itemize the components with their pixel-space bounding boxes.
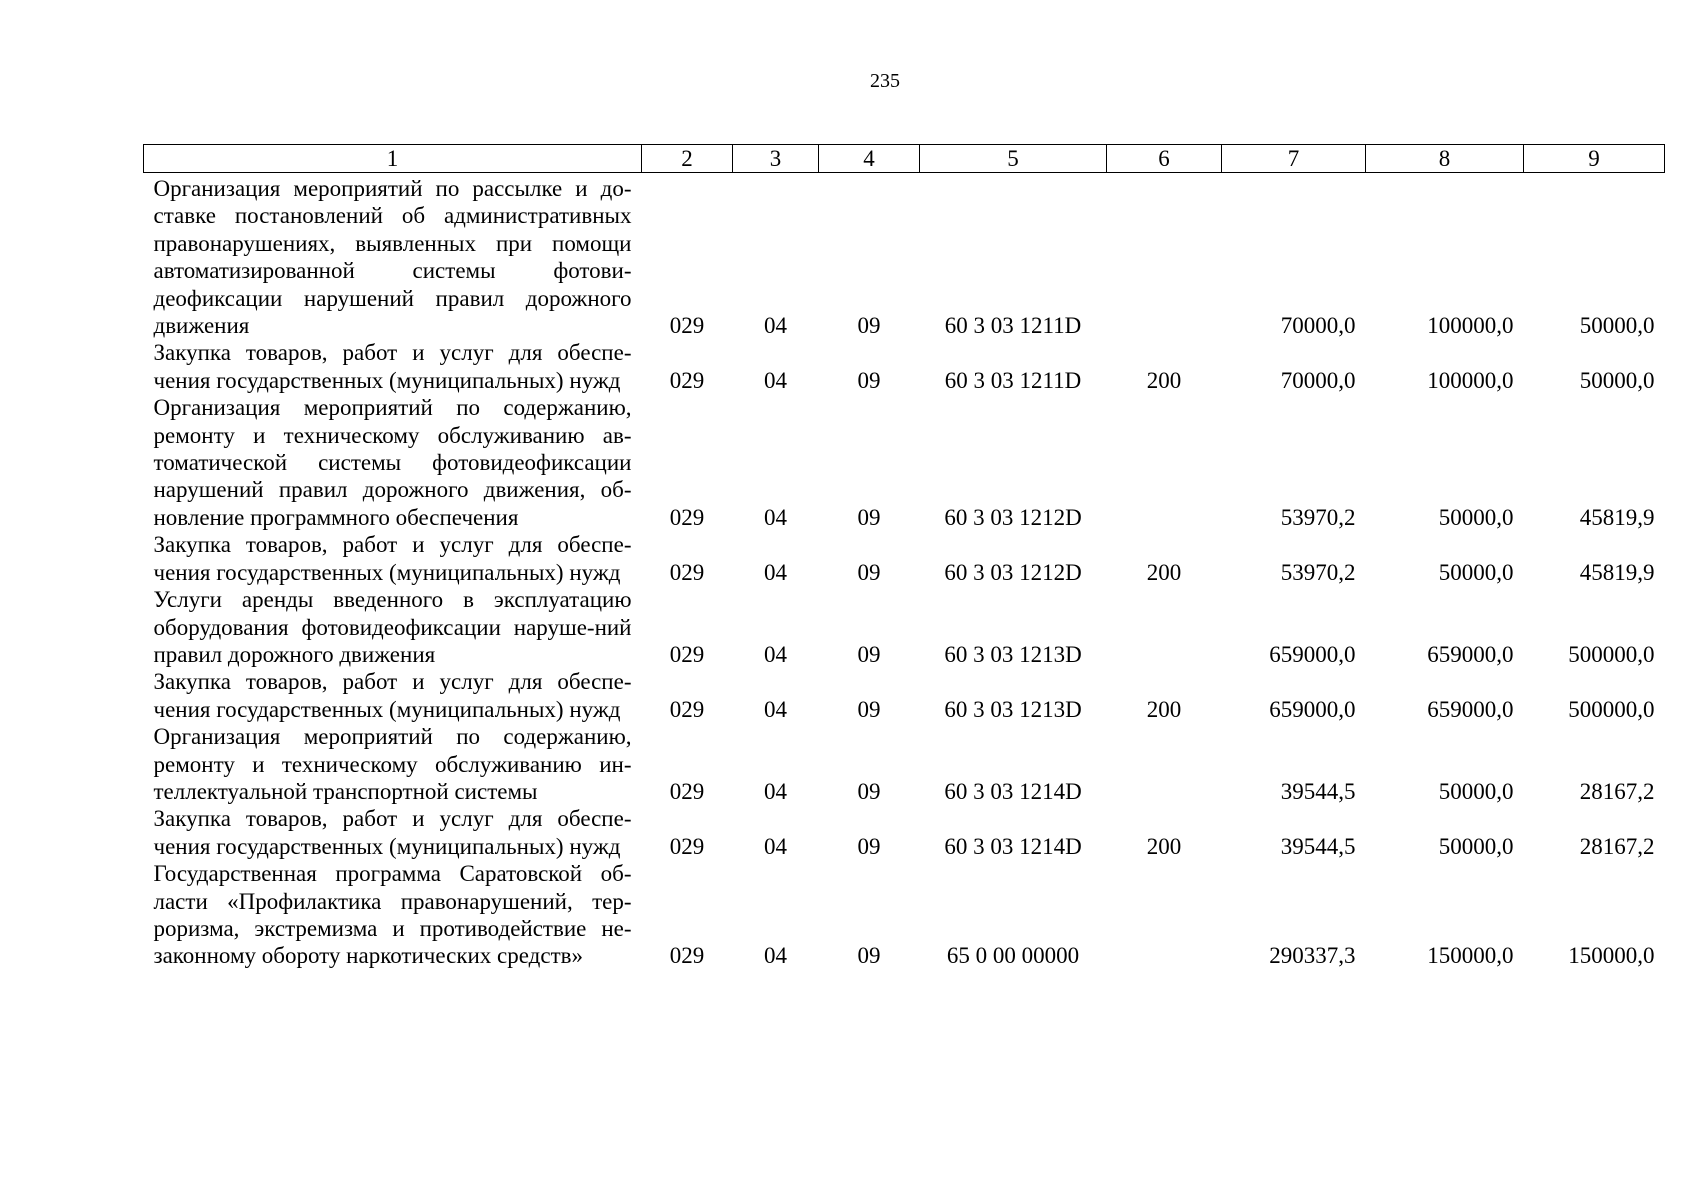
row-description: Организация мероприятий по содержанию, ремонту и техническому обслуживанию ин-теллектуальной транспортной системы [153,724,632,804]
cell-ministry-code: 029 [669,696,705,722]
table-row [144,723,1665,805]
table-body [144,173,1665,970]
cell-ministry-code: 029 [669,367,705,393]
cell-expense-type [1107,394,1222,531]
row-description: Государственная программа Саратовской об-ласти «Профилактика правонарушений, тер-роризма, экстремизма и противодействие не-законному обороту наркотических средств» [153,861,632,969]
table-row [144,805,1665,860]
cell-target-article: 60 3 03 1213D [944,641,1082,667]
cell-section: 04 [764,778,787,804]
cell-amount-col9: 150000,0 [1568,943,1655,969]
cell-expense-type: 200 [1146,367,1182,393]
column-header: 6 [1107,145,1222,173]
cell-target-article: 60 3 03 1211D [944,313,1082,339]
cell-amount-col7: 290337,3 [1269,943,1356,969]
header-row [144,145,1665,173]
cell-subsection: 09 [857,367,881,393]
cell-amount-col9: 500000,0 [1568,641,1655,667]
cell-ministry-code: 029 [669,641,705,667]
cell-expense-type [1107,586,1222,668]
cell-subsection: 09 [857,696,881,722]
table-row [144,860,1665,970]
row-description: Закупка товаров, работ и услуг для обеспе-чения государственных (муниципальных) нужд [153,532,632,585]
budget-table [143,144,1665,970]
cell-amount-col7: 53970,2 [1280,559,1356,585]
cell-ministry-code: 029 [669,313,705,339]
cell-amount-col9: 50000,0 [1579,313,1655,339]
cell-amount-col7: 53970,2 [1280,504,1356,530]
cell-subsection: 09 [857,943,881,969]
cell-amount-col8: 50000,0 [1438,504,1514,530]
row-description: Организация мероприятий по рассылке и до-ставке постановлений об административных правонарушениях, выявленных при помощи автоматизированной системы фотови-деофиксации нарушений правил дорожного движения [153,176,632,339]
cell-amount-col7: 659000,0 [1269,696,1356,722]
cell-section: 04 [764,833,787,859]
page-number: 235 [870,70,900,92]
cell-amount-col7: 70000,0 [1280,367,1356,393]
cell-expense-type: 200 [1146,696,1182,722]
cell-amount-col9: 50000,0 [1579,367,1655,393]
cell-section: 04 [764,504,787,530]
cell-amount-col8: 50000,0 [1438,559,1514,585]
cell-subsection: 09 [857,504,881,530]
cell-target-article: 65 0 00 00000 [946,943,1080,969]
cell-amount-col7: 39544,5 [1280,833,1356,859]
column-header: 5 [920,145,1107,173]
cell-subsection: 09 [857,313,881,339]
cell-ministry-code: 029 [669,943,705,969]
row-description: Организация мероприятий по содержанию, ремонту и техническому обслуживанию ав-томатической системы фотовидеофиксации нарушений правил дорожного движения, об-новление программного обеспечения [153,395,632,530]
cell-amount-col8: 100000,0 [1427,367,1514,393]
cell-section: 04 [764,696,787,722]
cell-ministry-code: 029 [669,504,705,530]
column-header: 2 [642,145,733,173]
cell-amount-col9: 500000,0 [1568,696,1655,722]
table-row [144,586,1665,668]
column-header: 1 [144,145,642,173]
cell-amount-col8: 50000,0 [1438,833,1514,859]
cell-subsection: 09 [857,559,881,585]
table-row [144,668,1665,723]
row-description: Закупка товаров, работ и услуг для обеспе-чения государственных (муниципальных) нужд [153,806,632,859]
cell-target-article: 60 3 03 1213D [944,696,1082,722]
cell-amount-col7: 659000,0 [1269,641,1356,667]
cell-expense-type: 200 [1146,559,1182,585]
column-header: 4 [819,145,920,173]
row-description: Закупка товаров, работ и услуг для обеспе-чения государственных (муниципальных) нужд [153,340,632,393]
cell-amount-col9: 45819,9 [1579,504,1655,530]
column-header: 9 [1524,145,1665,173]
cell-target-article: 60 3 03 1214D [944,833,1082,859]
cell-amount-col8: 50000,0 [1438,778,1514,804]
table-row [144,531,1665,586]
cell-target-article: 60 3 03 1211D [944,367,1082,393]
cell-section: 04 [764,559,787,585]
cell-amount-col8: 659000,0 [1427,641,1514,667]
cell-target-article: 60 3 03 1212D [944,559,1082,585]
column-header: 3 [733,145,819,173]
cell-ministry-code: 029 [669,559,705,585]
cell-subsection: 09 [857,778,881,804]
cell-expense-type [1107,173,1222,340]
cell-section: 04 [764,943,787,969]
column-header: 7 [1222,145,1366,173]
cell-subsection: 09 [857,641,881,667]
cell-amount-col9: 28167,2 [1579,778,1655,804]
cell-amount-col9: 45819,9 [1579,559,1655,585]
cell-expense-type: 200 [1146,833,1182,859]
cell-target-article: 60 3 03 1212D [944,504,1082,530]
row-description: Услуги аренды введенного в эксплуатацию оборудования фотовидеофиксации наруше-ний правил дорожного движения [153,587,632,667]
cell-amount-col9: 28167,2 [1579,833,1655,859]
cell-amount-col8: 100000,0 [1427,313,1514,339]
cell-section: 04 [764,367,787,393]
cell-amount-col8: 659000,0 [1427,696,1514,722]
cell-expense-type [1107,723,1222,805]
cell-amount-col7: 39544,5 [1280,778,1356,804]
cell-section: 04 [764,641,787,667]
cell-ministry-code: 029 [669,833,705,859]
table-row [144,339,1665,394]
cell-amount-col7: 70000,0 [1280,313,1356,339]
table-row [144,394,1665,531]
cell-subsection: 09 [857,833,881,859]
column-header: 8 [1366,145,1524,173]
cell-ministry-code: 029 [669,778,705,804]
cell-section: 04 [764,313,787,339]
cell-target-article: 60 3 03 1214D [944,778,1082,804]
table-row [144,173,1665,340]
cell-expense-type [1107,860,1222,970]
cell-amount-col8: 150000,0 [1427,943,1514,969]
row-description: Закупка товаров, работ и услуг для обеспе-чения государственных (муниципальных) нужд [153,669,632,722]
